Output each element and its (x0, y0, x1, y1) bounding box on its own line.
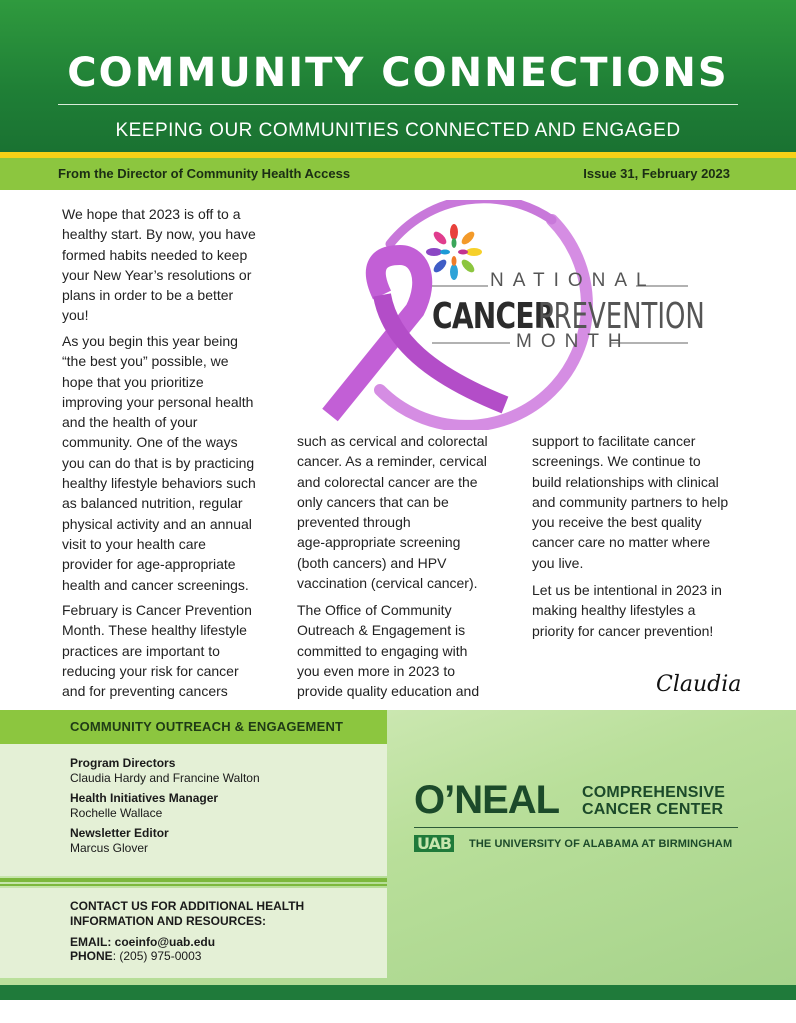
uab-logo: UAB (414, 835, 454, 852)
issue-date: Issue 31, February 2023 (583, 166, 730, 181)
footer-divider (0, 878, 387, 882)
outreach-heading (0, 710, 387, 744)
col3-paragraph-1: support to facilitate cancer screenings. We continue to build relationships with clinical and community partners to help you receive the best quality cancer care no matter where you live. (532, 433, 729, 571)
outreach-heading-text: COMMUNITY OUTREACH & ENGAGEMENT (70, 719, 344, 734)
newsletter-subtitle: KEEPING OUR COMMUNITIES CONNECTED AND ENGAGED (115, 120, 681, 141)
col3-paragraph-2: Let us be intentional in 2023 in making healthy lifestyles a priority for cancer prevention! (532, 582, 722, 639)
footer-bar (0, 985, 796, 1000)
contact-email: EMAIL: coeinfo@uab.edu (70, 935, 216, 949)
staff-program-directors: Program Directors Claudia Hardy and Francine Walton (70, 756, 260, 785)
oneal-logo-line1: COMPREHENSIVE (582, 784, 726, 801)
staff-newsletter-editor: Newsletter Editor Marcus Glover (70, 826, 169, 855)
logo-national-text: NATIONAL (490, 270, 656, 291)
col1-paragraph-1: We hope that 2023 is off to a healthy start. By now, you have formed habits needed to keep your New Year’s resolutions or plans in order to be a better you! (62, 206, 256, 324)
contact-heading: CONTACT US FOR ADDITIONAL HEALTH INFORMATION AND RESOURCES: (70, 899, 305, 928)
info-band (0, 158, 796, 190)
oneal-logo-line2: CANCER CENTER (582, 801, 724, 818)
footer-divider-thin (0, 884, 387, 886)
header-divider (58, 104, 738, 105)
email-link[interactable]: coeinfo@uab.edu (114, 935, 216, 949)
oneal-logo-divider (414, 827, 738, 828)
contact-phone: PHONE: (205) 975-0003 (70, 949, 202, 963)
logo-prevention-text: PREVENTION (538, 296, 705, 337)
logo-cancer-text: CANCER (432, 296, 555, 337)
signature: Claudia (656, 672, 742, 697)
director-line: From the Director of Community Health Access (58, 166, 351, 181)
newsletter-header (0, 0, 796, 152)
col1-paragraph-2: As you begin this year being “the best you” possible, we hope that you prioritize improving your personal health and the health of your community. One of the ways you can do that is by practicing healthy lifestyle behaviors such as balanced nutrition, regular physical activity and an annual visit to your health care provider for age-appropriate health and cancer screenings. (62, 333, 256, 593)
col1-paragraph-3: February is Cancer Prevention Month. These healthy lifestyle practices are important to reducing your risk for cancer and for preventing cancers (62, 602, 252, 700)
university-name: THE UNIVERSITY OF ALABAMA AT BIRMINGHAM (469, 838, 733, 850)
col2-paragraph-1: such as cervical and colorectal cancer. As a reminder, cervical and colorectal cancer are the only cancers that can be prevented through age-appropriate screening (both cancers) and HPV vaccination (cervical cancer). (297, 433, 488, 592)
newsletter-title: COMMUNITY CONNECTIONS (67, 50, 729, 96)
oneal-logo-name: O’NEAL (414, 778, 560, 822)
staff-health-manager: Health Initiatives Manager Rochelle Wallace (70, 791, 219, 820)
col2-paragraph-2: The Office of Community Outreach & Engagement is committed to engaging with you even more in 2023 to provide quality education and (297, 602, 480, 700)
flower-icon (426, 224, 482, 280)
logo-month-text: MONTH (516, 331, 631, 352)
